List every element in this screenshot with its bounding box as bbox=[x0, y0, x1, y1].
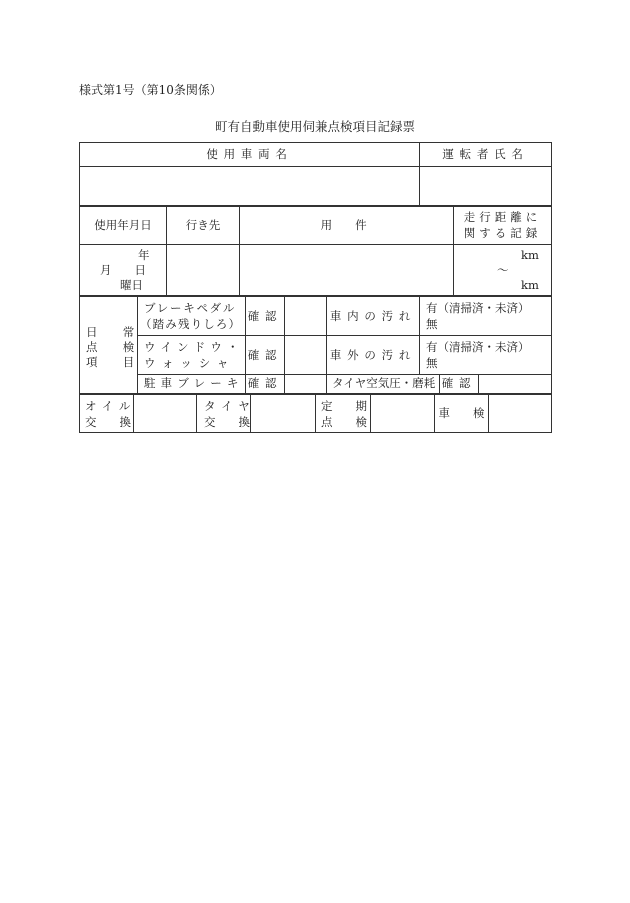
brake-pedal-label-1: ブレーキペダル bbox=[144, 301, 237, 315]
purpose-header: 用 件 bbox=[320, 218, 373, 232]
washer-check-box[interactable] bbox=[286, 338, 325, 373]
distance-range-tilde: ～ bbox=[497, 263, 509, 277]
periodic-inspection-field[interactable] bbox=[372, 396, 433, 431]
periodic-inspection-label-1: 定 期 bbox=[321, 399, 373, 413]
vehicle-name-field[interactable] bbox=[81, 168, 418, 204]
destination-header: 行き先 bbox=[185, 218, 221, 232]
confirm-brake-pedal: 確認 bbox=[247, 309, 283, 323]
distance-header-line2: 関する記録 bbox=[463, 226, 542, 240]
daily-check-label-2: 点 検 bbox=[86, 340, 142, 354]
exterior-dirt-no[interactable]: 無 bbox=[426, 356, 438, 370]
brake-pedal-label-2: （踏み残りしろ） bbox=[140, 317, 242, 331]
tire-pressure-check-box[interactable] bbox=[480, 376, 550, 392]
tire-pressure-label: タイヤ空気圧・磨耗 bbox=[332, 376, 436, 390]
washer-label-1: ウインドウ・ bbox=[144, 340, 244, 354]
oil-change-label-1: オイル bbox=[85, 399, 137, 413]
tire-change-label-2: 交 換 bbox=[204, 415, 256, 429]
periodic-inspection-label-2: 点 検 bbox=[321, 415, 373, 429]
parking-brake-check-box[interactable] bbox=[286, 376, 325, 392]
confirm-parking-brake: 確認 bbox=[247, 376, 283, 390]
daily-check-section bbox=[79, 296, 552, 394]
date-monthday-label: 月 日 bbox=[100, 263, 146, 277]
km-start-unit: km bbox=[521, 248, 539, 262]
interior-dirt-yes[interactable]: 有（清掃済・未済） bbox=[426, 301, 530, 315]
daily-check-label-1: 日 常 bbox=[86, 325, 142, 339]
form-reference: 様式第1号（第10条関係） bbox=[79, 83, 222, 97]
purpose-field[interactable] bbox=[241, 246, 452, 294]
vehicle-inspection-field[interactable] bbox=[490, 396, 550, 431]
interior-dirt-no[interactable]: 無 bbox=[426, 317, 438, 331]
form-title: 町有自動車使用伺兼点検項目記録票 bbox=[214, 119, 415, 134]
maintenance-section bbox=[79, 394, 552, 433]
interior-dirt-label: 車内の汚れ bbox=[329, 309, 417, 323]
km-end-unit: km bbox=[521, 278, 539, 292]
confirm-tire-pressure: 確認 bbox=[441, 376, 477, 390]
distance-header-line1: 走行距離に bbox=[463, 210, 542, 224]
date-year-label: 年 bbox=[138, 248, 150, 262]
usage-section bbox=[79, 206, 552, 296]
confirm-washer: 確認 bbox=[247, 348, 283, 362]
driver-name-header: 運転者氏名 bbox=[442, 147, 529, 161]
tire-change-field[interactable] bbox=[252, 396, 314, 431]
usage-date-header: 使用年月日 bbox=[94, 218, 152, 232]
brake-pedal-check-box[interactable] bbox=[286, 299, 325, 334]
washer-label-2: ウォッシャ bbox=[144, 356, 236, 370]
exterior-dirt-label: 車外の汚れ bbox=[329, 348, 417, 362]
daily-check-label-3: 項 目 bbox=[86, 355, 142, 369]
vehicle-inspection-label: 車 検 bbox=[438, 406, 485, 420]
destination-field[interactable] bbox=[168, 246, 238, 294]
driver-name-field[interactable] bbox=[421, 168, 550, 204]
vehicle-name-header: 使用車両名 bbox=[206, 147, 293, 161]
exterior-dirt-yes[interactable]: 有（清掃済・未済） bbox=[426, 340, 530, 354]
parking-brake-label: 駐車ブレーキ bbox=[144, 376, 244, 390]
tire-change-label-1: タイヤ bbox=[204, 399, 256, 413]
date-weekday-label: 曜日 bbox=[120, 278, 143, 292]
oil-change-field[interactable] bbox=[135, 396, 195, 431]
oil-change-label-2: 交 換 bbox=[85, 415, 137, 429]
vehicle-driver-section bbox=[79, 142, 552, 206]
